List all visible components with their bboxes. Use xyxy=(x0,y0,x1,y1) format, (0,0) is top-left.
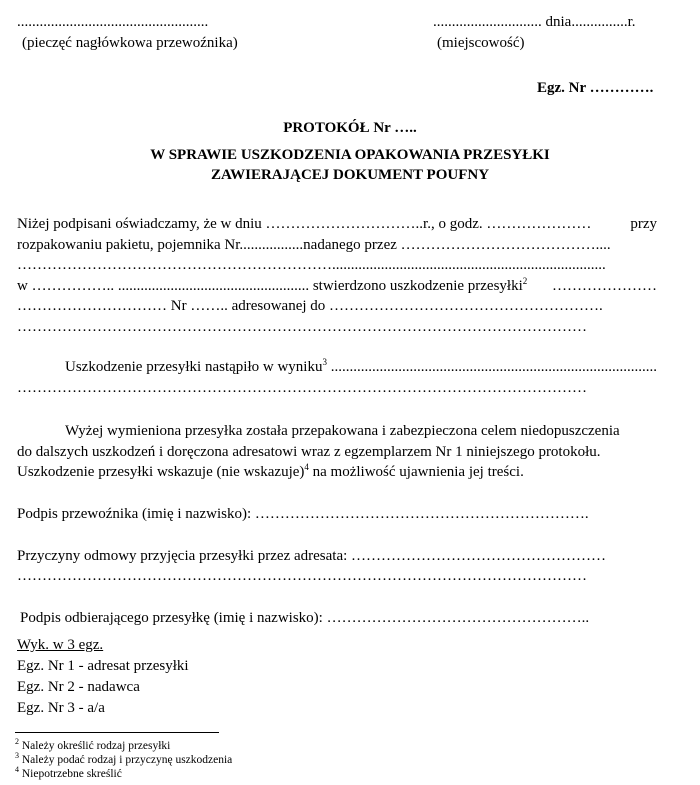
stamp-label: (pieczęć nagłówkowa przewoźnika) xyxy=(22,35,238,51)
para1-line-1a: Niżej podpisani oświadczamy, że w dniu …………………………..r., o godz. ………………… xyxy=(17,216,592,232)
para1-line-3: ………………………………………………………......................................................................... xyxy=(17,257,606,274)
footnote-2-mark: 2 xyxy=(15,737,19,747)
date-dots: ............... xyxy=(571,14,628,30)
place-date-line xyxy=(433,14,636,31)
paragraph-declaration xyxy=(17,214,657,338)
footnote-4 xyxy=(15,767,122,781)
footnote-separator xyxy=(15,732,219,733)
refusal-reasons-line-1: Przyczyny odmowy przyjęcia przesyłki przez adresata: …………………………………………… xyxy=(17,548,607,564)
para2-line-1 xyxy=(17,357,657,378)
footnote-ref-2: 2 xyxy=(522,275,528,286)
distribution-heading: Wyk. w 3 egz. xyxy=(17,637,104,653)
distribution-item-2: Egz. Nr 2 - nadawca xyxy=(17,679,140,695)
paragraph-repacking xyxy=(17,421,657,483)
stamp-dots: ................................................... xyxy=(17,14,209,30)
date-word: dnia xyxy=(545,14,572,30)
para1-line-4b: ………………… xyxy=(552,277,657,294)
footnote-3-mark: 3 xyxy=(15,751,19,761)
para1-line-5: ………………………… Nr …….. adresowanej do ………………………………………………. xyxy=(17,298,603,315)
place-dots: ............................. xyxy=(433,14,542,30)
para1-line-4 xyxy=(17,276,657,297)
para1-line-4a: w …………….. ................................................... stwierdzono uszkodzenie przesyłki xyxy=(17,277,523,294)
place-label: (miejscowość) xyxy=(437,35,525,51)
distribution-item-1: Egz. Nr 1 - adresat przesyłki xyxy=(17,658,189,674)
para1-line-6: …………………………………………………………………………………………………… xyxy=(17,318,587,335)
footnote-4-mark: 4 xyxy=(15,765,19,775)
para2-line-2: …………………………………………………………………………………………………… xyxy=(17,379,587,396)
paragraph-damage-cause xyxy=(17,357,657,398)
para1-line-1 xyxy=(17,214,657,235)
footnote-3 xyxy=(15,753,232,767)
protocol-subtitle-1: W SPRAWIE USZKODZENIA OPAKOWANIA PRZESYŁKI xyxy=(150,147,550,163)
footnote-3-text: Należy podać rodzaj i przyczynę uszkodzenia xyxy=(21,754,233,766)
footnote-ref-3: 3 xyxy=(322,357,327,367)
para3-line-2: do dalszych uszkodzeń i doręczona adresatowi wraz z egzemplarzem Nr 1 niniejszego protokołu. xyxy=(17,443,601,460)
distribution-item-3: Egz. Nr 3 - a/a xyxy=(17,700,105,716)
receiver-signature: Podpis odbierającego przesyłkę (imię i nazwisko): …………………………………………….. xyxy=(20,610,590,626)
para3-line-3 xyxy=(17,462,657,483)
para3-line-3a: Uszkodzenie przesyłki wskazuje (nie wskazuje) xyxy=(17,464,305,481)
carrier-signature: Podpis przewoźnika (imię i nazwisko): …………………………………………………………. xyxy=(17,506,589,522)
para3-line-1: Wyżej wymieniona przesyłka została przepakowana i zabezpieczona celem niedopuszczenia xyxy=(65,423,620,439)
date-suffix: r. xyxy=(627,14,636,30)
footnote-2-text: Należy określić rodzaj przesyłki xyxy=(21,740,171,752)
para2-line-1-dots: ....................................................................................... xyxy=(330,359,657,375)
protocol-subtitle-2: ZAWIERAJĄCEJ DOKUMENT POUFNY xyxy=(210,167,490,183)
para1-line-2: rozpakowaniu pakietu, pojemnika Nr.................nadanego przez ………………………………….... xyxy=(17,236,611,253)
footnote-2 xyxy=(15,739,170,753)
protocol-title: PROTOKÓŁ Nr ….. xyxy=(283,120,417,136)
footnote-ref-4: 4 xyxy=(304,462,309,473)
footnote-4-text: Niepotrzebne skreślić xyxy=(21,768,122,780)
para1-line-1b: przy xyxy=(630,216,657,232)
para2-line-1-text: Uszkodzenie przesyłki nastąpiło w wyniku xyxy=(65,359,323,375)
refusal-reasons-line-2: …………………………………………………………………………………………………… xyxy=(17,568,587,584)
para3-line-3b: na możliwość ujawnienia jej treści. xyxy=(312,464,524,481)
copy-number: Egz. Nr …………. xyxy=(537,80,654,96)
